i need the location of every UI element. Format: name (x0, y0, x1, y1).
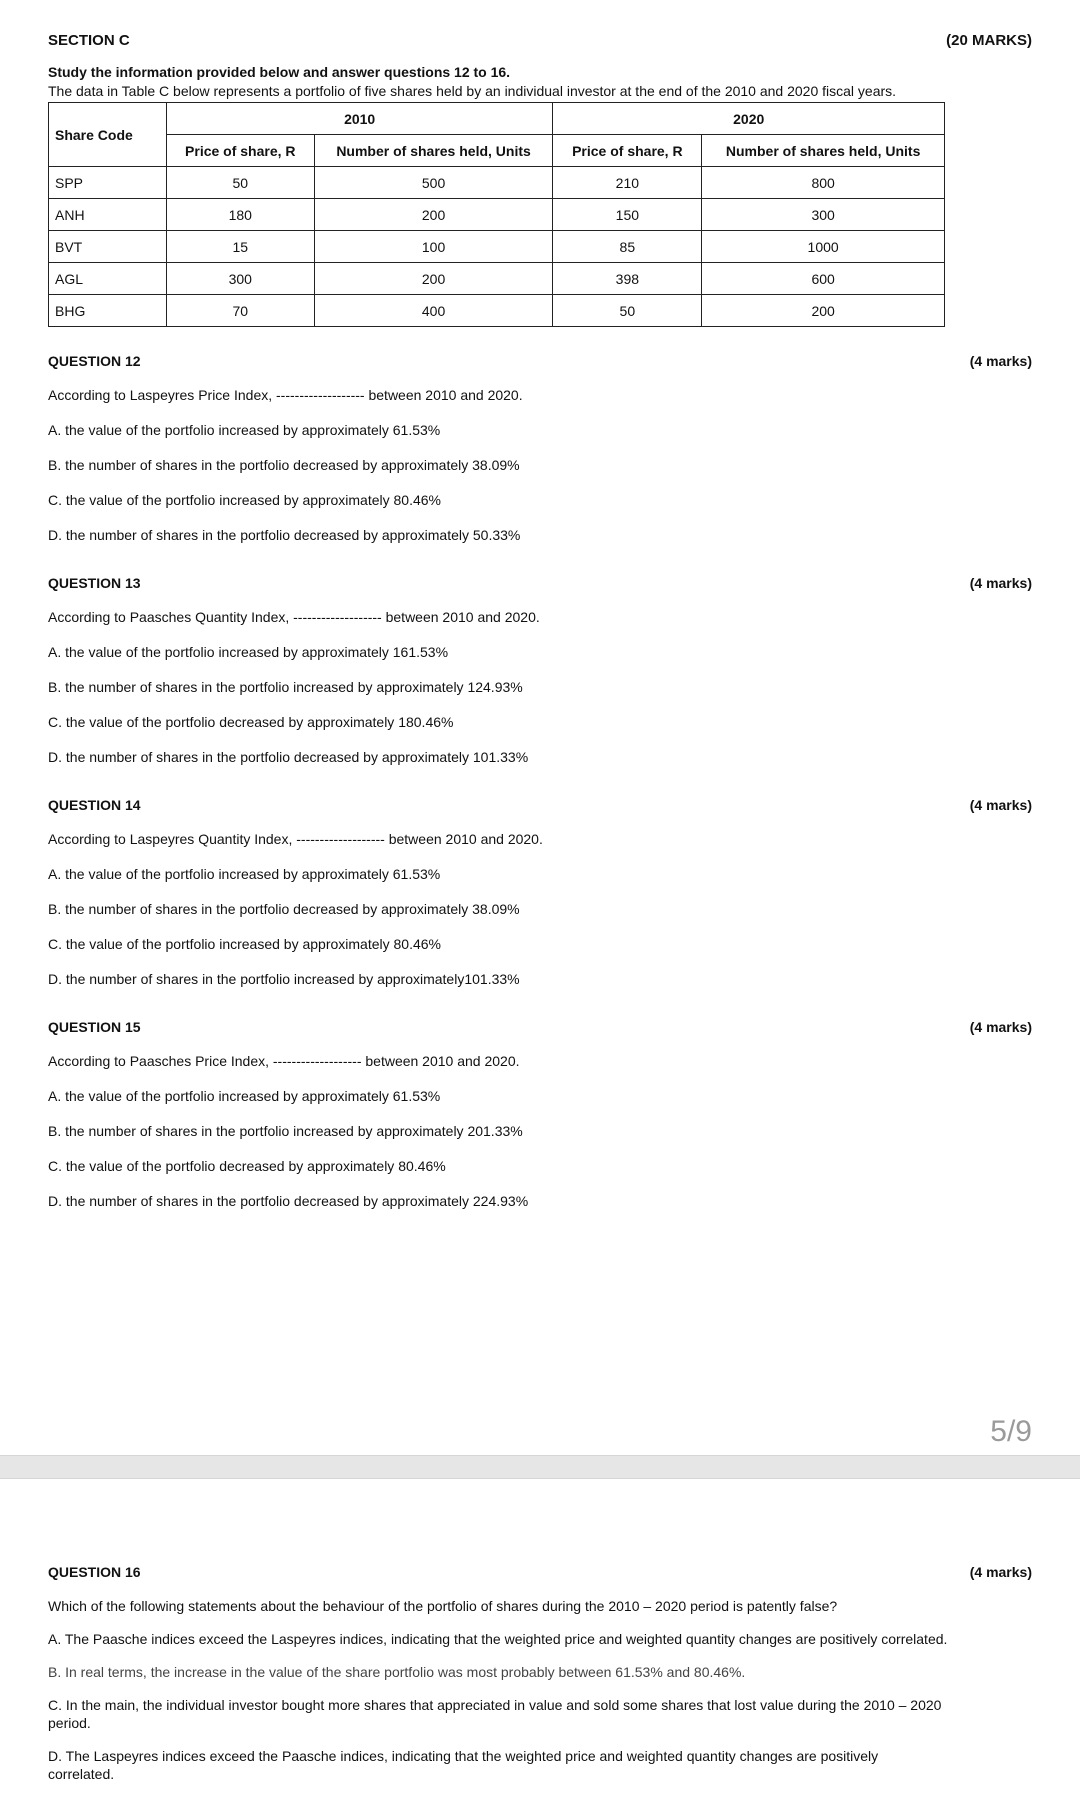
cell-price-2010: 300 (166, 263, 314, 295)
header-year-2010: 2010 (166, 103, 553, 135)
header-price-2010: Price of share, R (166, 135, 314, 167)
cell-price-2020: 210 (553, 167, 702, 199)
question-title: QUESTION 15 (48, 1019, 141, 1035)
cell-price-2010: 15 (166, 231, 314, 263)
option-a: A. the value of the portfolio increased by approximately 61.53% (48, 866, 441, 882)
cell-price-2010: 70 (166, 295, 314, 327)
option-d: D. the number of shares in the portfolio increased by approximately101.33% (48, 971, 520, 987)
option-c: C. the value of the portfolio increased by approximately 80.46% (48, 936, 442, 952)
cell-units-2020: 200 (702, 295, 945, 327)
option-d: D. The Laspeyres indices exceed the Paasche indices, indicating that the weighted price and weighted quantity changes are positively correlated. (48, 1748, 879, 1782)
option-c: C. the value of the portfolio decreased by approximately 80.46% (48, 1158, 446, 1174)
header-share-code: Share Code (49, 103, 167, 167)
option-b: B. the number of shares in the portfolio decreased by approximately 38.09% (48, 901, 520, 917)
question-title: QUESTION 13 (48, 575, 141, 591)
table-row (49, 199, 945, 231)
question-marks: (4 marks) (969, 1564, 1032, 1580)
cell-units-2010: 200 (314, 263, 553, 295)
cell-price-2020: 50 (553, 295, 702, 327)
option-d: D. the number of shares in the portfolio decreased by approximately 224.93% (48, 1193, 529, 1209)
cell-units-2010: 400 (314, 295, 553, 327)
section-marks: (20 MARKS) (946, 32, 1032, 49)
question-13 (48, 575, 1032, 766)
table-row (49, 295, 945, 327)
question-header (48, 797, 1032, 817)
option-a: A. the value of the portfolio increased by approximately 61.53% (48, 1088, 441, 1104)
question-marks: (4 marks) (969, 575, 1032, 591)
cell-units-2020: 600 (702, 263, 945, 295)
cell-units-2010: 500 (314, 167, 553, 199)
question-stem: According to Laspeyres Price Index, ------------------- between 2010 and 2020. (48, 387, 523, 403)
question-15 (48, 1019, 1032, 1210)
question-14 (48, 797, 1032, 988)
cell-price-2020: 398 (553, 263, 702, 295)
page-sheet-2 (0, 1479, 1080, 1798)
option-b: B. the number of shares in the portfolio decreased by approximately 38.09% (48, 457, 520, 473)
intro-description: The data in Table C below represents a portfolio of five shares held by an individual investor at the end of the 2010 and 2020 fiscal years. (48, 83, 897, 99)
cell-code: ANH (49, 199, 167, 231)
portfolio-table (48, 102, 945, 327)
cell-price-2020: 150 (553, 199, 702, 231)
option-a: A. the value of the portfolio increased by approximately 161.53% (48, 644, 449, 660)
option-c: C. the value of the portfolio increased by approximately 80.46% (48, 492, 442, 508)
option-c: C. the value of the portfolio decreased by approximately 180.46% (48, 714, 454, 730)
option-d: D. the number of shares in the portfolio decreased by approximately 50.33% (48, 527, 521, 543)
cell-units-2020: 1000 (702, 231, 945, 263)
cell-code: BVT (49, 231, 167, 263)
cell-code: BHG (49, 295, 167, 327)
question-stem: According to Laspeyres Quantity Index, ------------------- between 2010 and 2020. (48, 831, 543, 847)
header-units-2020: Number of shares held, Units (702, 135, 945, 167)
option-a: A. the value of the portfolio increased by approximately 61.53% (48, 422, 441, 438)
cell-units-2020: 800 (702, 167, 945, 199)
cell-price-2010: 180 (166, 199, 314, 231)
question-stem: According to Paasches Quantity Index, ------------------- between 2010 and 2020. (48, 609, 540, 625)
question-title: QUESTION 14 (48, 797, 141, 813)
option-a: A. The Paasche indices exceed the Laspeyres indices, indicating that the weighted price and weighted quantity changes are positively correlated. (48, 1631, 948, 1647)
question-marks: (4 marks) (969, 1019, 1032, 1035)
question-title: QUESTION 16 (48, 1564, 141, 1580)
cell-price-2010: 50 (166, 167, 314, 199)
cell-units-2020: 300 (702, 199, 945, 231)
header-units-2010: Number of shares held, Units (314, 135, 553, 167)
page-separator (0, 1455, 1080, 1479)
section-title: SECTION C (48, 32, 130, 49)
table-row (49, 167, 945, 199)
question-header (48, 1564, 1032, 1584)
cell-price-2020: 85 (553, 231, 702, 263)
cell-units-2010: 200 (314, 199, 553, 231)
question-stem: According to Paasches Price Index, ------------------- between 2010 and 2020. (48, 1053, 520, 1069)
cell-code: AGL (49, 263, 167, 295)
option-b: B. In real terms, the increase in the value of the share portfolio was most probably between 61.53% and 80.46%. (48, 1664, 746, 1680)
question-stem: Which of the following statements about the behaviour of the portfolio of shares during the 2010 – 2020 period is patently false? (48, 1598, 838, 1614)
option-d: D. the number of shares in the portfolio decreased by approximately 101.33% (48, 749, 529, 765)
question-12 (48, 353, 1032, 544)
table-row (49, 231, 945, 263)
cell-units-2010: 100 (314, 231, 553, 263)
section-header (48, 32, 1032, 49)
question-header (48, 1019, 1032, 1039)
table-header-row (49, 103, 945, 135)
option-c: C. In the main, the individual investor bought more shares that appreciated in value and sold some shares that lost value during the 2010 – 2020 period. (48, 1697, 942, 1731)
page-number: 5/9 (990, 1415, 1032, 1448)
question-header (48, 575, 1032, 595)
option-b: B. the number of shares in the portfolio increased by approximately 124.93% (48, 679, 523, 695)
question-header (48, 353, 1032, 373)
header-year-2020: 2020 (553, 103, 945, 135)
question-16 (48, 1564, 1032, 1783)
question-marks: (4 marks) (969, 353, 1032, 369)
question-title: QUESTION 12 (48, 353, 141, 369)
option-b: B. the number of shares in the portfolio increased by approximately 201.33% (48, 1123, 523, 1139)
table-row (49, 263, 945, 295)
intro-instruction: Study the information provided below and answer questions 12 to 16. (48, 64, 511, 80)
cell-code: SPP (49, 167, 167, 199)
question-marks: (4 marks) (969, 797, 1032, 813)
header-price-2020: Price of share, R (553, 135, 702, 167)
table-subheader-row (49, 135, 945, 167)
